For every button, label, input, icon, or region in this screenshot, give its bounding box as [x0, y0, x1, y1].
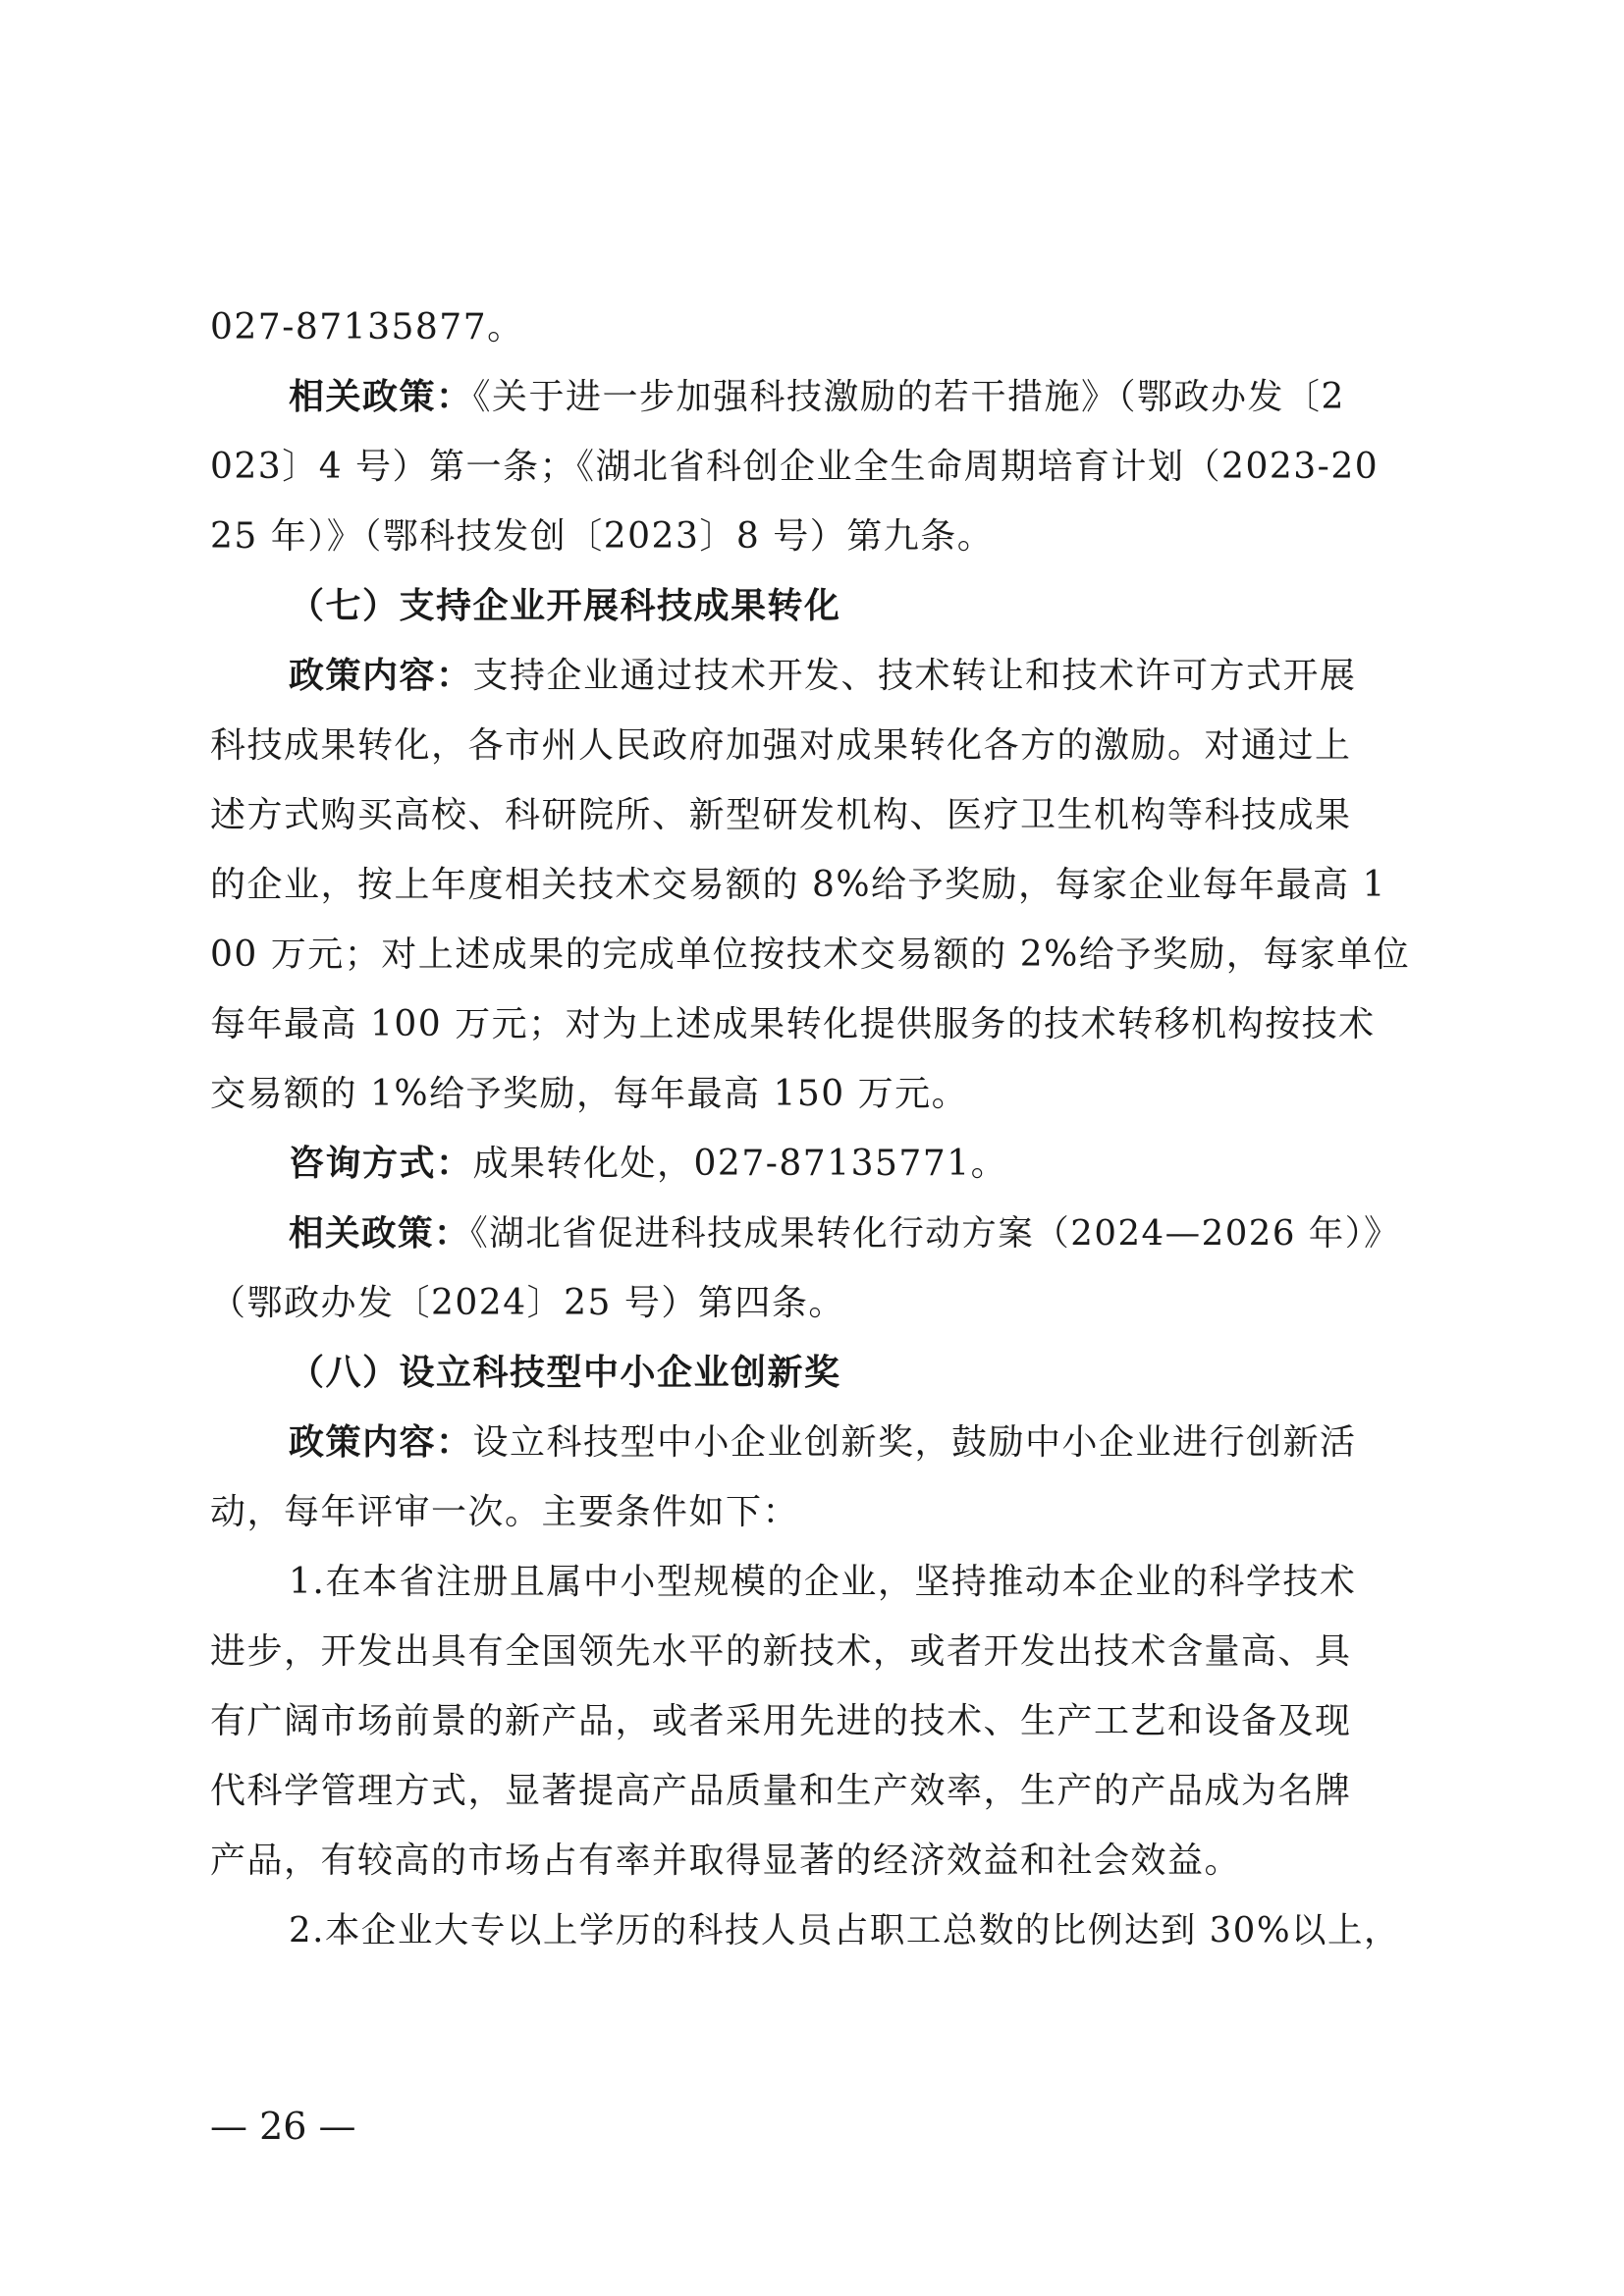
text-line [210, 1129, 1412, 1199]
text-line [210, 1756, 1412, 1826]
section-heading [210, 1338, 1412, 1408]
line-text: 进步，开发出具有全国领先水平的新技术，或者开发出技术含量高、具 [210, 1631, 1352, 1672]
text-line [210, 1547, 1412, 1617]
line-text: 产品，有较高的市场占有率并取得显著的经济效益和社会效益。 [210, 1841, 1242, 1881]
text-line [210, 1686, 1412, 1756]
text-line [210, 1268, 1412, 1338]
field-label: 政策内容： [289, 1422, 473, 1463]
line-text: 00 万元；对上述成果的完成单位按技术交易额的 2%给予奖励，每家单位 [210, 934, 1411, 975]
page-number: — 26 — [210, 2105, 356, 2148]
field-label: 相关政策： [289, 377, 473, 417]
text-line [210, 1896, 1412, 1965]
line-text: 的企业，按上年度相关技术交易额的 8%给予奖励，每家企业每年最高 1 [210, 865, 1386, 905]
line-text: 有广阔市场前景的新产品，或者采用先进的技术、生产工艺和设备及现 [210, 1701, 1352, 1741]
text-line [210, 1477, 1412, 1547]
field-label: 政策内容： [289, 656, 473, 696]
line-text: 《关于进一步加强科技激励的若干措施》（鄂政办发〔2 [472, 377, 1345, 417]
text-line [210, 1617, 1412, 1686]
text-line [210, 1408, 1412, 1477]
line-text: 《湖北省促进科技成果转化行动方案（2024—2026 年）》 [470, 1213, 1400, 1254]
line-text: 设立科技型中小企业创新奖，鼓励中小企业进行创新活 [472, 1422, 1357, 1463]
text-line [210, 1199, 1412, 1268]
text-line [210, 502, 1412, 571]
section-heading [210, 571, 1412, 641]
line-text: 2.本企业大专以上学历的科技人员占职工总数的比例达到 30%以上， [289, 1910, 1401, 1950]
line-text: 代科学管理方式，显著提高产品质量和生产效率，生产的产品成为名牌 [210, 1771, 1352, 1811]
text-line [210, 293, 1412, 362]
line-text: 每年最高 100 万元；对为上述成果转化提供服务的技术转移机构按技术 [210, 1004, 1376, 1044]
text-line [210, 362, 1412, 432]
text-line [210, 850, 1412, 920]
text-line [210, 641, 1412, 711]
line-text: 支持企业通过技术开发、技术转让和技术许可方式开展 [472, 656, 1357, 696]
text-line [210, 432, 1412, 502]
line-text: 交易额的 1%给予奖励，每年最高 150 万元。 [210, 1074, 969, 1114]
text-line [210, 920, 1412, 989]
line-text: （七）支持企业开展科技成果转化 [289, 586, 841, 626]
text-line [210, 1059, 1412, 1129]
line-text: 25 年）》（鄂科技发创〔2023〕8 号）第九条。 [210, 516, 995, 557]
text-line [210, 989, 1412, 1059]
document-body [210, 293, 1412, 1965]
line-text: 023〕4 号）第一条；《湖北省科创企业全生命周期培育计划（2023-20 [210, 447, 1380, 487]
field-label: 相关政策： [289, 1213, 471, 1254]
line-text: （鄂政办发〔2024〕25 号）第四条。 [210, 1283, 845, 1323]
line-text: 述方式购买高校、科研院所、新型研发机构、医疗卫生机构等科技成果 [210, 795, 1352, 835]
line-text: 1.在本省注册且属中小型规模的企业，坚持推动本企业的科学技术 [289, 1562, 1357, 1602]
line-text: 动，每年评审一次。主要条件如下： [210, 1492, 800, 1532]
text-line [210, 1826, 1412, 1896]
line-text: （八）设立科技型中小企业创新奖 [289, 1353, 841, 1393]
text-line [210, 711, 1412, 780]
field-label: 咨询方式： [289, 1144, 473, 1184]
line-text: 成果转化处，027-87135771。 [472, 1144, 1008, 1184]
line-text: 027-87135877。 [210, 307, 524, 347]
line-text: 科技成果转化，各市州人民政府加强对成果转化各方的激励。对通过上 [210, 725, 1352, 766]
text-line [210, 780, 1412, 850]
